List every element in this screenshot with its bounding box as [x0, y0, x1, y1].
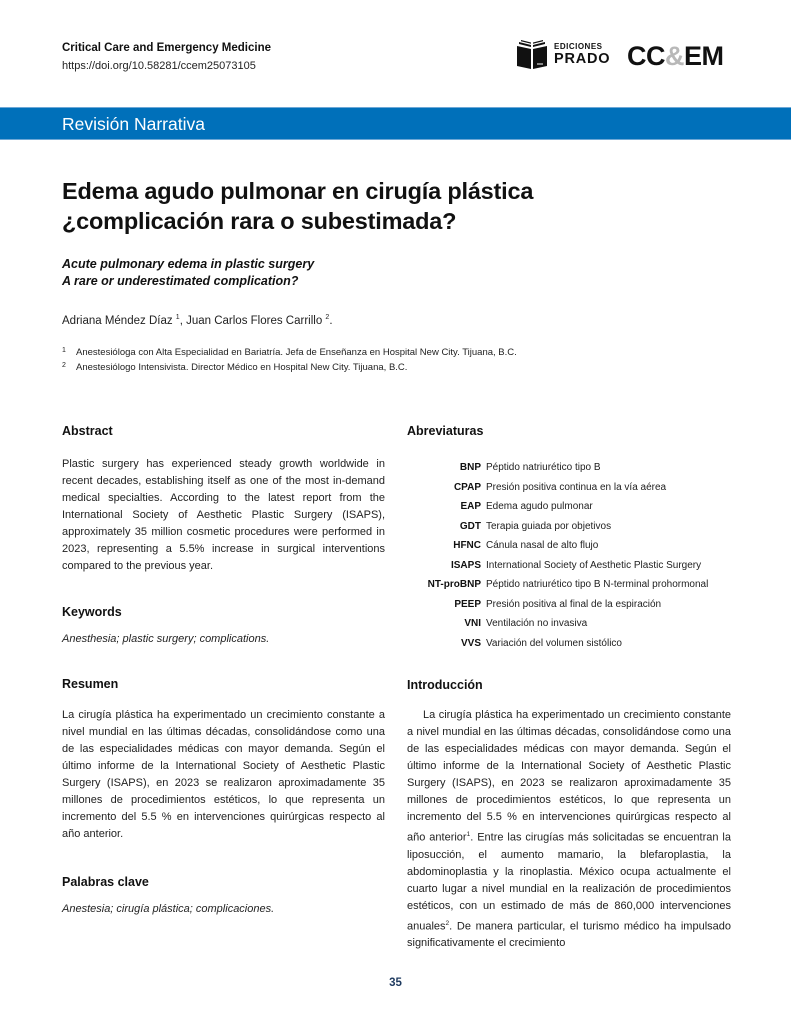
abstract-text: Plastic surgery has experienced steady growth worldwide in recent decades, establishing itself as one of the most in-demand medical specialties. According to the latest report from the International Society of Aesthetic Plastic Surgery (ISAPS), approximately 35 million cosmetic procedures were performed in 2023, representing a 5.5% increase in surgical interventions compared to the previous year. — [62, 458, 385, 572]
abbreviation-row: GDT Terapia guiada por objetivos — [459, 520, 612, 532]
abbreviation-row: VNI Ventilación no invasiva — [464, 618, 588, 629]
resumen-text: La cirugía plástica ha experimentado un crecimiento constante a nivel mundial en las últimas décadas, consolidándose como una de las especialidades médicas con mayor demanda. Según el último informe de la International Society of Aesthetic Plastic Surgery (ISAPS), en 2023 se realizaron aproximadamente 35 millones de procedimientos estéticos, lo que representa un incremento del 5.5 % en intervenciones quirúrgicas respecto al año anterior. — [62, 709, 385, 840]
author-name: Adriana Méndez Díaz — [62, 314, 173, 327]
section-bar — [0, 107, 791, 140]
subtitle-line-1: Acute pulmonary edema in plastic surgery — [62, 257, 315, 271]
right-column — [407, 424, 731, 952]
citation-ref[interactable]: 2 — [445, 919, 450, 927]
author-name: Juan Carlos Flores Carrillo — [186, 314, 323, 327]
introduccion-heading: Introducción — [407, 678, 483, 692]
author-affil-ref: 1 — [175, 314, 180, 321]
palabras-clave-heading: Palabras clave — [62, 875, 149, 889]
abbreviation-row: VVS Variación del volumen sistólico — [460, 637, 622, 649]
citation-ref[interactable]: 1 — [466, 831, 471, 838]
doi-link[interactable]: https://doi.org/10.58281/ccem25073105 — [62, 60, 256, 72]
abbreviation-row: CPAP Presión positiva continua en la vía aérea — [453, 481, 667, 493]
abbreviation-row: EAP Edema agudo pulmonar — [460, 501, 593, 512]
keywords-text: Anesthesia; plastic surgery; complications. — [62, 633, 270, 645]
journal-logo — [627, 40, 724, 72]
resumen-heading: Resumen — [62, 677, 119, 691]
title-line-1: Edema agudo pulmonar en cirugía plástica — [62, 178, 534, 204]
palabras-clave-text: Anestesia; cirugía plástica; complicaciones. — [62, 903, 275, 915]
abbreviation-row: HFNC Cánula nasal de alto flujo — [453, 540, 599, 551]
affiliation-item: 2 Anestesiólogo Intensivista. Director Médico en Hospital New City. Tijuana, B.C. — [62, 362, 408, 373]
article-type-label: Revisión Narrativa — [62, 114, 205, 134]
journal-logo-amp: & — [665, 41, 684, 71]
left-column — [62, 424, 385, 915]
authors: Adriana Méndez Díaz $^1$, Juan Carlos Flores Carrillo $^2$. — [62, 314, 333, 327]
author-affil-ref: 2 — [325, 314, 330, 321]
abbreviation-row: ISAPS International Society of Aesthetic Plastic Surgery — [450, 559, 702, 571]
abbreviations-list — [407, 458, 731, 653]
journal-logo-em: EM — [684, 41, 724, 71]
keywords-heading: Keywords — [62, 605, 122, 619]
page-number: 35 — [389, 977, 402, 989]
abbreviation-row: NT-proBNP Péptido natriurético tipo B N-terminal prohormonal — [427, 579, 709, 590]
publisher-logo — [515, 39, 610, 71]
abbreviation-row: PEEP Presión positiva al final de la espiración — [454, 598, 662, 610]
affiliations — [62, 345, 517, 375]
journal-name: Critical Care and Emergency Medicine — [62, 42, 271, 54]
english-title — [62, 256, 314, 290]
affiliation-item: 1 Anestesióloga con Alta Especialidad en Bariatría. Jefa de Enseñanza en Hospital New City. Tijuana, B.C. — [62, 347, 517, 358]
abbreviations-heading: Abreviaturas — [407, 424, 484, 438]
article-title — [62, 176, 622, 236]
abstract-heading: Abstract — [62, 424, 113, 438]
title-line-2: ¿complicación rara o subestimada? — [62, 208, 457, 234]
subtitle-line-2: A rare or underestimated complication? — [62, 274, 299, 288]
journal-logo-cc: CC — [627, 41, 665, 71]
open-book-icon — [515, 40, 549, 70]
publisher-logo-line1: EDICIONES — [554, 42, 603, 52]
introduccion-text: La cirugía plástica ha experimentado un crecimiento constante a nivel mundial en las últimas décadas, consolidándose como una de las especialidades médicas con mayor demanda. Según el último informe de la International Society of Aesthetic Plastic Surgery (ISAPS), en 2023 se realizaron aproximadamente 35 millones de procedimientos estéticos, lo que representa un incremento del 5.5 % en intervenciones quirúrgicas respecto al año anterior$^1$. Entre las cirugías más solicitadas se encuentran la liposucción, el aumento mamario, la blefaroplastia, la abdominoplastia y la rinoplastia. México ocupa actualmente el cuarto lugar a nivel mundial en la realización de procedimientos estéticos, con un estimado de más de 860,000 intervenciones anuales$^2$. De manera particular, el turismo médico ha impulsado significativamente el crecimiento — [407, 709, 731, 950]
abbreviation-row: BNP Péptido natriurético tipo B — [459, 462, 601, 473]
publisher-logo-line2: PRADO — [554, 51, 611, 68]
